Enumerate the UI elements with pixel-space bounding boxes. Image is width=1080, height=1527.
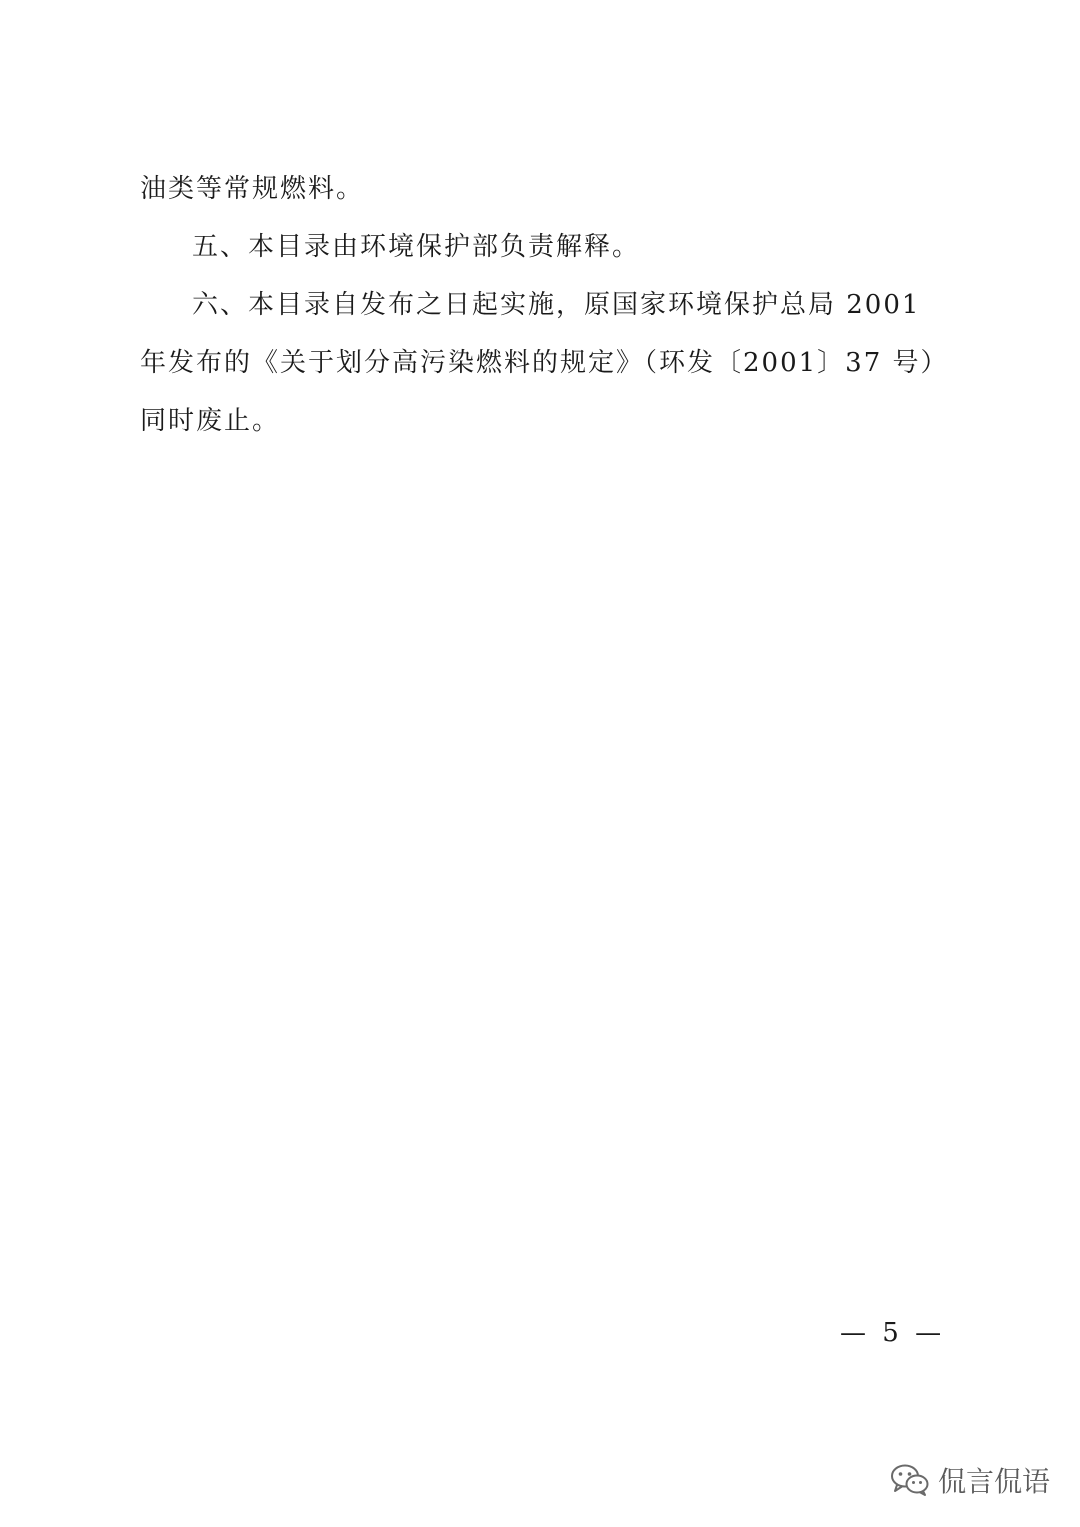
paragraph-item-six: 六、本目录自发布之日起实施，原国家环境保护总局 2001 年发布的《关于划分高污染燃料的规定》（环发〔2001〕37 号）同时废止。 (140, 290, 936, 436)
watermark-text: 侃言侃语 (938, 1465, 1051, 1498)
wechat-icon (890, 1463, 930, 1497)
document-body (140, 160, 940, 450)
watermark (890, 1456, 1050, 1504)
page-number: — 5 — (840, 1318, 946, 1348)
paragraph-item-five: 五、本目录由环境保护部负责解释。 (192, 232, 641, 262)
paragraph-continuation: 油类等常规燃料。 (140, 174, 365, 204)
